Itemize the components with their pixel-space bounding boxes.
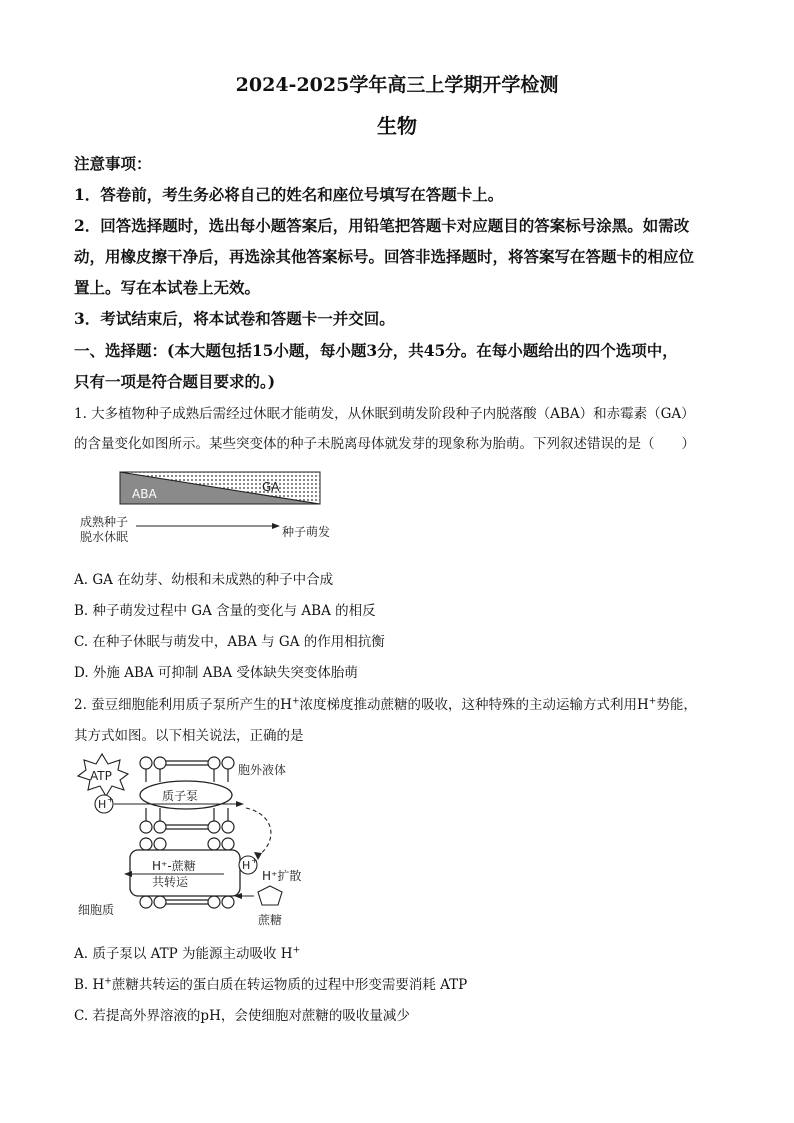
q2-option-b-text-1: B. H [74,977,105,993]
exam-subject: 生物 [377,114,417,138]
q2-membrane-figure [74,752,324,932]
q2-option-b-text-2: 蔗糖共转运的蛋白质在转运物质的过程中形变需要消耗 ATP [111,977,468,993]
q2-stem-part-1: 2. 蚕豆细胞能利用质子泵所产生的H [74,697,292,713]
q2-stem-part-2: 浓度梯度推动蔗糖的吸收，这种特殊的主动运输方式利用H [299,697,649,713]
q2-stem-plus-1: + [291,696,300,707]
q1-option-b: B. 种子萌发过程中 GA 含量的变化与 ABA 的相反 [74,603,376,619]
sucrose-molecule [258,886,282,905]
h-ion-right-plus: + [251,856,258,865]
time-arrow-head [272,523,280,529]
q2-stem-plus-2: + [648,696,657,707]
atp-label: ATP [90,769,112,783]
extracellular-label: 胞外液体 [238,763,287,777]
h-ion-left-label: H [98,798,107,811]
q1-option-a: A. GA 在幼芽、幼根和未成熟的种子中合成 [74,572,334,588]
cotransporter-label-line-1: H⁺-蔗糖 [152,859,196,873]
q2-option-a [74,942,734,962]
q1-option-d: D. 外施 ABA 可抑制 ABA 受体缺失突变体胎萌 [74,665,358,681]
q2-option-b-plus: + [104,976,112,987]
dormant-label-line-2: 脱水休眠 [80,530,129,544]
q1-stem-line-1: 1. 大多植物种子成熟后需经过休眠才能萌发，从休眠到萌发阶段种子内脱落酸（ABA）和赤霉素（GA） [74,406,695,422]
cotransport-arrow-head [124,871,132,877]
cotransporter-shape [130,850,240,896]
h-ion-right-label: H [242,859,251,872]
exam-title: 2024-2025学年高三上学期开学检测 [235,74,559,96]
cytoplasm-label: 细胞质 [78,903,115,917]
q2-stem-line-2: 其方式如图。以下相关说法，正确的是 [74,728,304,744]
notice-item-3: 3．考试结束后，将本试卷和答题卡一并交回。 [74,309,395,328]
q2-stem-line-1 [74,693,734,713]
proton-pump-label: 质子泵 [162,789,199,803]
q2-stem-part-3: 势能， [656,697,697,713]
q2-option-a-plus: + [292,945,301,956]
sucrose-label: 蔗糖 [258,913,283,927]
q2-option-c: C. 若提高外界溶液的pH，会使细胞对蔗糖的吸收量减少 [74,1008,410,1024]
notice-item-2-line-3: 置上。写在本试卷上无效。 [74,278,261,297]
notice-item-2-line-1: 2．回答选择题时，选出每小题答案后，用铅笔把答题卡对应题目的答案标号涂黑。如需改 [74,216,690,235]
h-ion-left-plus: + [107,795,114,804]
h-diffusion-label: H⁺扩散 [262,869,302,883]
dormant-label-line-1: 成熟种子 [80,515,129,529]
notice-heading: 注意事项： [74,154,152,173]
section1-line-1: 一、选择题：(本大题包括15小题，每小题3分，共45分。在每小题给出的四个选项中， [74,341,678,360]
notice-item-1: 1．答卷前，考生务必将自己的姓名和座位号填写在答题卡上。 [74,185,504,204]
q1-stem-line-2: 的含量变化如图所示。某些突变体的种子未脱离母体就发芽的现象称为胎萌。下列叙述错误的是（ ） [74,436,695,452]
diffusion-curve [246,808,271,856]
section1-line-2: 只有一项是符合题目要求的。) [74,372,276,391]
q1-hormone-figure [74,466,354,546]
q2-option-b [74,973,734,993]
pump-out-arrow-head [236,801,244,807]
cotransporter-label-line-2: 共转运 [152,875,189,889]
q1-option-c: C. 在种子休眠与萌发中，ABA 与 GA 的作用相抗衡 [74,634,385,650]
ga-label: GA [262,480,280,494]
germination-label: 种子萌发 [282,525,331,539]
notice-item-2-line-2: 动，用橡皮擦干净后，再选涂其他答案标号。回答非选择题时，将答案写在答题卡的相应位 [74,247,695,266]
q2-option-a-text: A. 质子泵以 ATP 为能源主动吸收 H [74,946,293,962]
aba-label: ABA [132,487,157,501]
